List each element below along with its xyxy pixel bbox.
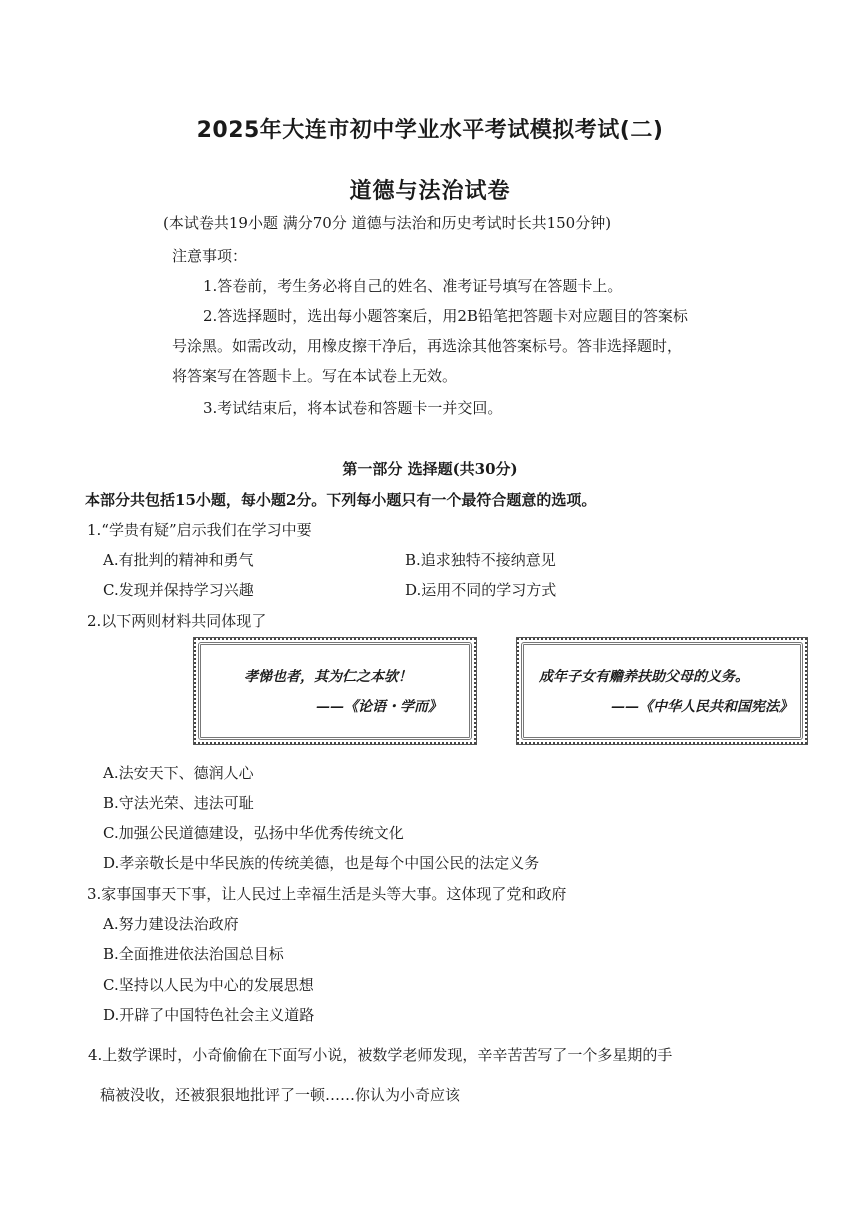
q2-option-a: A.法安天下、德润人心	[103, 764, 254, 782]
q3-option-a: A.努力建设法治政府	[103, 915, 239, 933]
q1-option-c: C.发现并保持学习兴趣	[103, 581, 254, 599]
q3-option-d: D.开辟了中国特色社会主义道路	[103, 1006, 315, 1024]
q1-option-a: A.有批判的精神和勇气	[103, 551, 254, 569]
quote-left-text: 孝悌也者，其为仁之本欤！	[244, 669, 412, 685]
quote-box-right	[516, 637, 808, 745]
notice-item-2-line-3: 将答案写在答题卡上。写在本试卷上无效。	[172, 367, 458, 385]
part1-instruction: 本部分共包括15小题，每小题2分。下列每小题只有一个最符合题意的选项。	[85, 491, 597, 509]
q3-option-c: C.坚持以人民为中心的发展思想	[103, 976, 314, 994]
q1-option-d: D.运用不同的学习方式	[405, 581, 557, 599]
exam-info: (本试卷共19小题 满分70分 道德与法治和历史考试时长共150分钟)	[163, 214, 612, 232]
q3-stem: 3.家事国事天下事，让人民过上幸福生活是头等大事。这体现了党和政府	[87, 885, 567, 903]
q4-stem-line-2: 稿被没收，还被狠狠地批评了一顿……你认为小奇应该	[100, 1086, 461, 1104]
q2-option-c: C.加强公民道德建设，弘扬中华优秀传统文化	[103, 824, 404, 842]
q4-stem-line-1: 4.上数学课时，小奇偷偷在下面写小说，被数学老师发现，辛辛苦苦写了一个多星期的手	[88, 1046, 673, 1064]
quote-right-text: 成年子女有赡养扶助父母的义务。	[539, 669, 749, 685]
q2-option-b: B.守法光荣、违法可耻	[103, 794, 254, 812]
part1-title: 第一部分 选择题(共30分)	[342, 460, 518, 478]
q2-option-d: D.孝亲敬长是中华民族的传统美德，也是每个中国公民的法定义务	[103, 854, 540, 872]
notice-item-2-line-2: 号涂黑。如需改动，用橡皮擦干净后，再选涂其他答案标号。答非选择题时，	[172, 337, 683, 355]
subject-title: 道德与法治试卷	[349, 179, 511, 204]
notice-item-1: 1.答卷前，考生务必将自己的姓名、准考证号填写在答题卡上。	[203, 277, 623, 295]
exam-title: 2025年大连市初中学业水平考试模拟考试(二)	[196, 118, 664, 143]
q1-stem: 1.“学贵有疑”启示我们在学习中要	[87, 521, 312, 539]
quote-box-left	[193, 637, 477, 745]
q2-stem: 2.以下两则材料共同体现了	[87, 612, 267, 630]
quote-right-source: ——《中华人民共和国宪法》	[611, 699, 793, 715]
notice-heading: 注意事项：	[172, 247, 248, 265]
notice-item-3: 3.考试结束后，将本试卷和答题卡一并交回。	[203, 399, 503, 417]
quote-left-source: ——《论语・学而》	[316, 699, 442, 715]
q3-option-b: B.全面推进依法治国总目标	[103, 945, 284, 963]
notice-item-2-line-1: 2.答选择题时，选出每小题答案后，用2B铅笔把答题卡对应题目的答案标	[203, 307, 688, 325]
q1-option-b: B.追求独特不接纳意见	[405, 551, 556, 569]
